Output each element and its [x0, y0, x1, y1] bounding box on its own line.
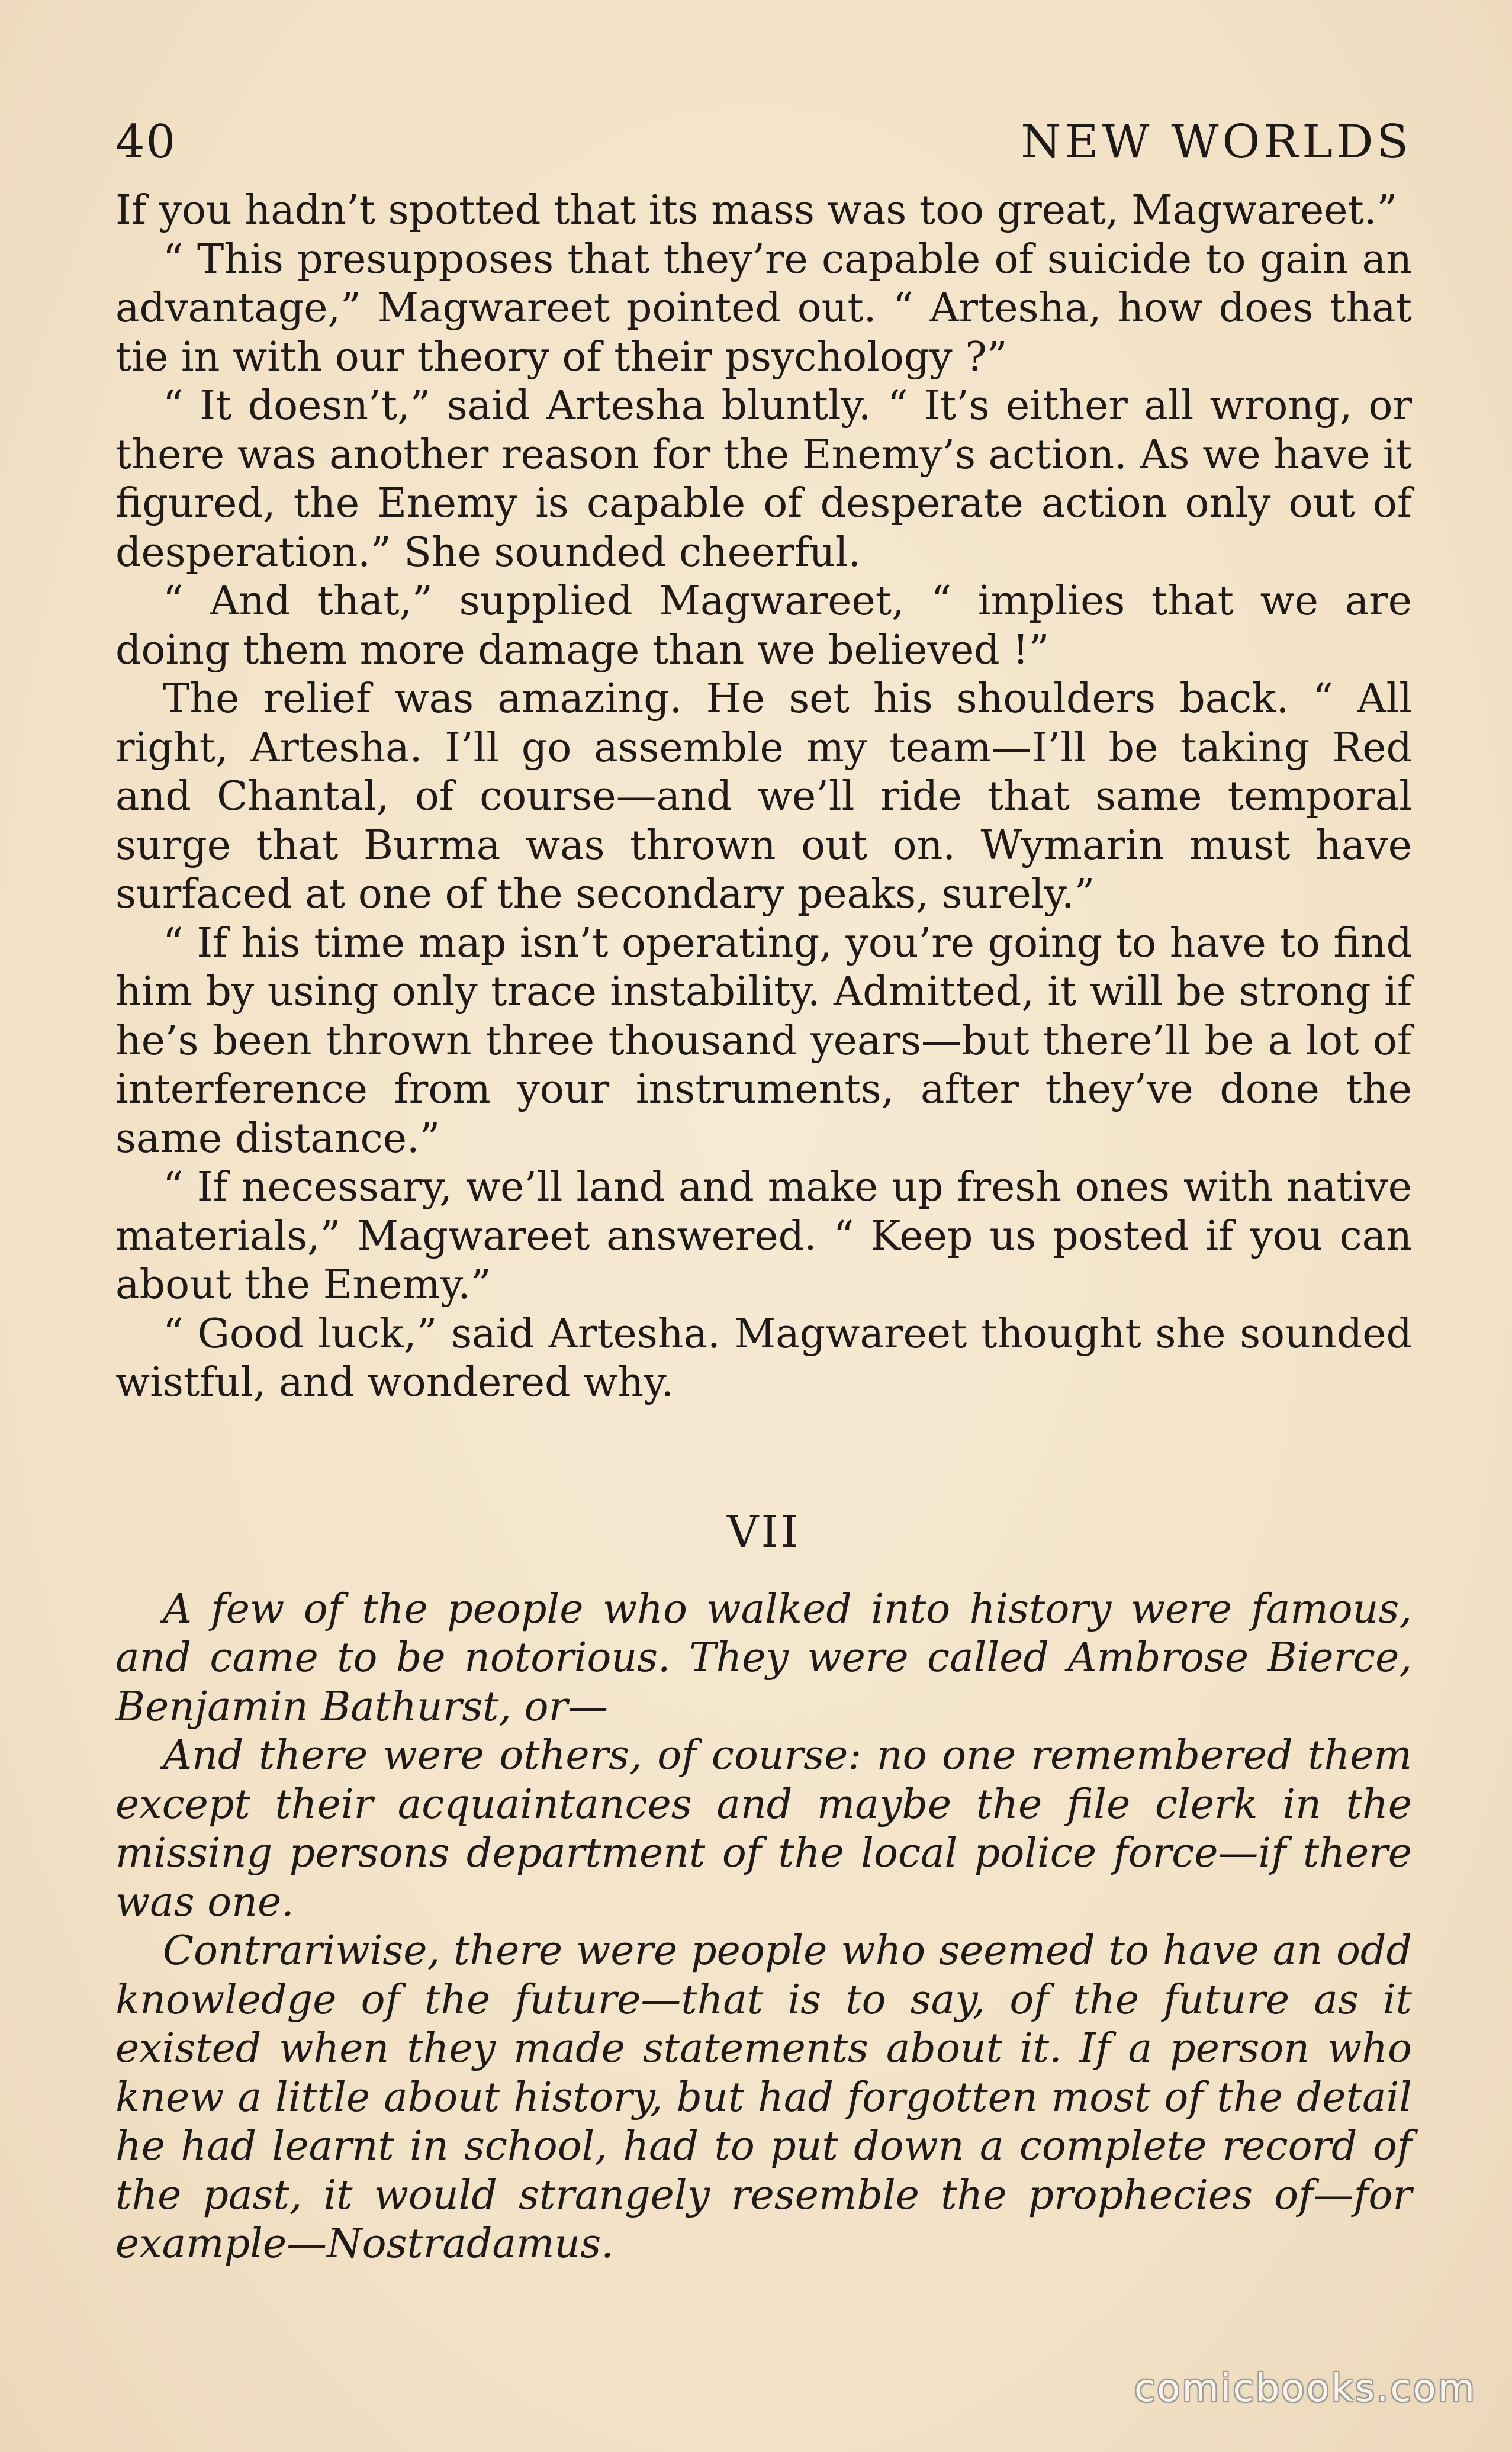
italic-paragraph: Contrariwise, there were people who seemed to have an odd knowledge of the future—that is to say, of the future as it existed when they made statements about it. If a person who knew a little about history, but had forgotten most of the detail he had learnt in school, had to put down a complete record of the past, it would strangely resemble the prophecies of—for example—Nostradamus. [115, 1928, 1412, 2267]
page-number: 40 [115, 115, 177, 169]
watermark: comicbooks.com [1134, 2367, 1476, 2411]
paragraph: “ This presupposes that they’re capable of suicide to gain an advantage,” Magwareet pointed out. “ Artesha, how does that tie in with our theory of their psychology ?” [115, 236, 1412, 381]
paragraph: “ Good luck,” said Artesha. Magwareet thought she sounded wistful, and wondered why. [115, 1310, 1412, 1406]
paragraph: If you hadn’t spotted that its mass was too great, Magwareet.” [115, 187, 1398, 234]
italic-section [115, 1585, 1412, 2269]
book-page [115, 115, 1412, 2269]
paragraph: “ And that,” supplied Magwareet, “ implies that we are doing them more damage than we believed !” [115, 578, 1412, 674]
paragraph: “ If necessary, we’ll land and make up fresh ones with native materials,” Magwareet answered. “ Keep us posted if you can about the Enemy.” [115, 1164, 1412, 1308]
running-title: NEW WORLDS [1021, 115, 1412, 169]
body-text [115, 186, 1412, 1408]
running-head [115, 115, 1412, 186]
section-break [115, 1408, 1412, 1502]
chapter-number: VII [727, 1506, 800, 1558]
italic-paragraph: A few of the people who walked into history were famous, and came to be notorious. They were called Ambrose Bierce, Benjamin Bathurst, or— [115, 1585, 1412, 1730]
italic-paragraph: And there were others, of course: no one remembered them except their acquaintances and maybe the file clerk in the missing persons department of the local police force—if there was one. [115, 1732, 1412, 1926]
paragraph: The relief was amazing. He set his shoulders back. “ All right, Artesha. I’ll go assemble my team—I’ll be taking Red and Chantal, of course—and we’ll ride that same temporal surge that Burma was thrown out on. Wymarin must have surfaced at one of the secondary peaks, surely.” [115, 675, 1412, 918]
paragraph: “ If his time map isn’t operating, you’re going to have to find him by using only trace instability. Admitted, it will be strong if he’s been thrown three thousand years—but there’ll be a lot of interference from your instruments, after they’ve done the same distance.” [115, 919, 1412, 1162]
paragraph: “ It doesn’t,” said Artesha bluntly. “ It’s either all wrong, or there was another reason for the Enemy’s action. As we have it figured, the Enemy is capable of desperate action only out of desperation.” She sounded cheerful. [115, 382, 1412, 576]
